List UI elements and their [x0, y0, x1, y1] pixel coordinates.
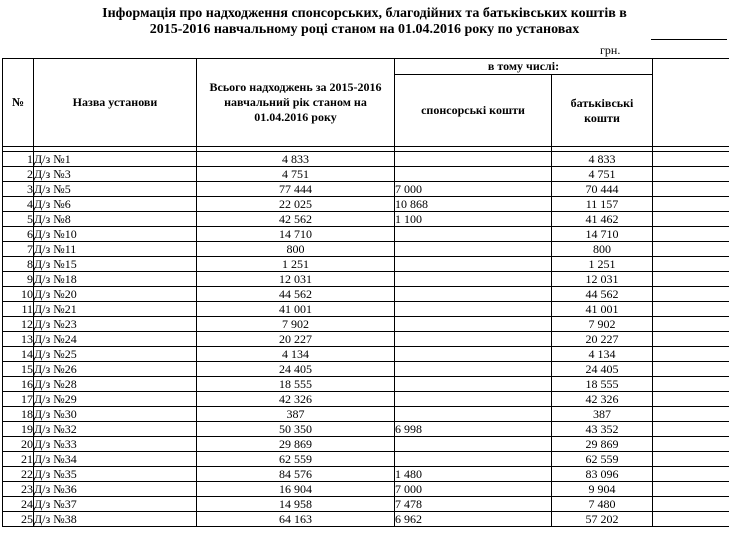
header-total: Всього надходжень за 2015-2016 навчальний рік станом на 01.04.2016 року: [197, 59, 395, 147]
row-number: 3: [3, 182, 34, 197]
total-amount: 18 555: [197, 377, 395, 392]
header-parents: батьківські кошти: [552, 75, 653, 147]
currency-unit: грн.: [600, 43, 621, 57]
total-amount: 77 444: [197, 182, 395, 197]
institution-name: Д/з №38: [34, 512, 197, 527]
table-row: [3, 362, 729, 377]
parents-amount: 42 326: [552, 392, 653, 407]
institution-name: Д/з №3: [34, 167, 197, 182]
parents-amount: 4 751: [552, 167, 653, 182]
total-amount: 50 350: [197, 422, 395, 437]
parents-amount: 387: [552, 407, 653, 422]
extra-cell: [653, 182, 729, 197]
extra-cell: [653, 242, 729, 257]
table-row: [3, 242, 729, 257]
funding-table: [2, 58, 729, 527]
parents-amount: 24 405: [552, 362, 653, 377]
extra-cell: [653, 482, 729, 497]
row-number: 15: [3, 362, 34, 377]
title-underline: [651, 39, 727, 40]
parents-amount: 43 352: [552, 422, 653, 437]
institution-name: Д/з №20: [34, 287, 197, 302]
total-amount: 44 562: [197, 287, 395, 302]
row-number: 9: [3, 272, 34, 287]
total-amount: 22 025: [197, 197, 395, 212]
sponsor-amount: 10 868: [395, 197, 552, 212]
institution-name: Д/з №18: [34, 272, 197, 287]
institution-name: Д/з №35: [34, 467, 197, 482]
total-amount: 1 251: [197, 257, 395, 272]
extra-cell: [653, 407, 729, 422]
institution-name: Д/з №37: [34, 497, 197, 512]
institution-name: Д/з №29: [34, 392, 197, 407]
institution-name: Д/з №11: [34, 242, 197, 257]
sponsor-amount: [395, 167, 552, 182]
table-row: [3, 407, 729, 422]
institution-name: Д/з №34: [34, 452, 197, 467]
row-number: 10: [3, 287, 34, 302]
table-row: [3, 182, 729, 197]
institution-name: Д/з №23: [34, 317, 197, 332]
extra-cell: [653, 257, 729, 272]
table-row: [3, 152, 729, 167]
sponsor-amount: [395, 347, 552, 362]
sponsor-amount: 6 962: [395, 512, 552, 527]
sponsor-amount: [395, 302, 552, 317]
total-amount: 7 902: [197, 317, 395, 332]
row-number: 8: [3, 257, 34, 272]
header-name: Назва установи: [34, 59, 197, 147]
table-row: [3, 512, 729, 527]
extra-cell: [653, 272, 729, 287]
total-amount: 41 001: [197, 302, 395, 317]
total-amount: 42 326: [197, 392, 395, 407]
row-number: 19: [3, 422, 34, 437]
institution-name: Д/з №15: [34, 257, 197, 272]
institution-name: Д/з №36: [34, 482, 197, 497]
total-amount: 29 869: [197, 437, 395, 452]
parents-amount: 83 096: [552, 467, 653, 482]
row-number: 21: [3, 452, 34, 467]
parents-amount: 7 902: [552, 317, 653, 332]
parents-amount: 41 462: [552, 212, 653, 227]
sponsor-amount: 7 478: [395, 497, 552, 512]
sponsor-amount: 7 000: [395, 482, 552, 497]
total-amount: 16 904: [197, 482, 395, 497]
institution-name: Д/з №5: [34, 182, 197, 197]
row-number: 1: [3, 152, 34, 167]
row-number: 11: [3, 302, 34, 317]
table-row: [3, 257, 729, 272]
row-number: 17: [3, 392, 34, 407]
parents-amount: 29 869: [552, 437, 653, 452]
total-amount: 24 405: [197, 362, 395, 377]
total-amount: 14 710: [197, 227, 395, 242]
parents-amount: 11 157: [552, 197, 653, 212]
title-line-1: Інформація про надходження спонсорських, благодійних та батьківських коштів в: [102, 6, 627, 21]
row-number: 4: [3, 197, 34, 212]
sponsor-amount: 1 480: [395, 467, 552, 482]
extra-cell: [653, 152, 729, 167]
total-amount: 4 134: [197, 347, 395, 362]
extra-cell: [653, 422, 729, 437]
institution-name: Д/з №26: [34, 362, 197, 377]
sponsor-amount: [395, 257, 552, 272]
sponsor-amount: [395, 242, 552, 257]
row-number: 18: [3, 407, 34, 422]
extra-cell: [653, 362, 729, 377]
table-row: [3, 287, 729, 302]
table-row: [3, 392, 729, 407]
total-amount: 64 163: [197, 512, 395, 527]
sponsor-amount: [395, 272, 552, 287]
row-number: 12: [3, 317, 34, 332]
header-extra-column: [653, 59, 729, 147]
header-number: №: [3, 59, 34, 147]
institution-name: Д/з №28: [34, 377, 197, 392]
row-number: 2: [3, 167, 34, 182]
table-row: [3, 422, 729, 437]
sponsor-amount: [395, 362, 552, 377]
sponsor-amount: [395, 452, 552, 467]
institution-name: Д/з №8: [34, 212, 197, 227]
extra-cell: [653, 227, 729, 242]
sponsor-amount: [395, 227, 552, 242]
table-body: [3, 152, 729, 527]
extra-cell: [653, 467, 729, 482]
extra-cell: [653, 302, 729, 317]
row-number: 16: [3, 377, 34, 392]
row-number: 5: [3, 212, 34, 227]
table-row: [3, 347, 729, 362]
table-row: [3, 212, 729, 227]
sponsor-amount: [395, 287, 552, 302]
row-number: 14: [3, 347, 34, 362]
total-amount: 62 559: [197, 452, 395, 467]
extra-cell: [653, 167, 729, 182]
total-amount: 84 576: [197, 467, 395, 482]
table-row: [3, 272, 729, 287]
sponsor-amount: [395, 317, 552, 332]
institution-name: Д/з №32: [34, 422, 197, 437]
institution-name: Д/з №6: [34, 197, 197, 212]
row-number: 6: [3, 227, 34, 242]
institution-name: Д/з №1: [34, 152, 197, 167]
sponsor-amount: [395, 152, 552, 167]
parents-amount: 41 001: [552, 302, 653, 317]
sponsor-amount: [395, 437, 552, 452]
extra-cell: [653, 437, 729, 452]
extra-cell: [653, 347, 729, 362]
sponsor-amount: [395, 392, 552, 407]
institution-name: Д/з №24: [34, 332, 197, 347]
parents-amount: 70 444: [552, 182, 653, 197]
parents-amount: 7 480: [552, 497, 653, 512]
parents-amount: 44 562: [552, 287, 653, 302]
row-number: 7: [3, 242, 34, 257]
sponsor-amount: [395, 377, 552, 392]
extra-cell: [653, 212, 729, 227]
parents-amount: 800: [552, 242, 653, 257]
table-row: [3, 332, 729, 347]
extra-cell: [653, 392, 729, 407]
sponsor-amount: [395, 332, 552, 347]
institution-name: Д/з №21: [34, 302, 197, 317]
header-sponsor: спонсорські кошти: [395, 75, 552, 147]
parents-amount: 12 031: [552, 272, 653, 287]
row-number: 24: [3, 497, 34, 512]
total-amount: 800: [197, 242, 395, 257]
table-row: [3, 497, 729, 512]
parents-amount: 9 904: [552, 482, 653, 497]
extra-cell: [653, 497, 729, 512]
total-amount: 4 751: [197, 167, 395, 182]
sponsor-amount: 6 998: [395, 422, 552, 437]
institution-name: Д/з №10: [34, 227, 197, 242]
table-row: [3, 377, 729, 392]
table-row: [3, 467, 729, 482]
institution-name: Д/з №30: [34, 407, 197, 422]
total-amount: 14 958: [197, 497, 395, 512]
parents-amount: 18 555: [552, 377, 653, 392]
parents-amount: 4 833: [552, 152, 653, 167]
institution-name: Д/з №33: [34, 437, 197, 452]
total-amount: 387: [197, 407, 395, 422]
header-including: в тому числі:: [395, 59, 653, 75]
extra-cell: [653, 377, 729, 392]
parents-amount: 57 202: [552, 512, 653, 527]
total-amount: 42 562: [197, 212, 395, 227]
extra-cell: [653, 512, 729, 527]
row-number: 22: [3, 467, 34, 482]
extra-cell: [653, 452, 729, 467]
title-line-2: 2015-2016 навчальному році станом на 01.04.2016 року по установах: [149, 22, 580, 37]
extra-cell: [653, 317, 729, 332]
document-title: [0, 6, 729, 38]
sponsor-amount: 7 000: [395, 182, 552, 197]
extra-cell: [653, 197, 729, 212]
sponsor-amount: [395, 407, 552, 422]
row-number: 20: [3, 437, 34, 452]
table-row: [3, 452, 729, 467]
row-number: 13: [3, 332, 34, 347]
row-number: 23: [3, 482, 34, 497]
table-row: [3, 317, 729, 332]
table-row: [3, 482, 729, 497]
total-amount: 12 031: [197, 272, 395, 287]
row-number: 25: [3, 512, 34, 527]
parents-amount: 62 559: [552, 452, 653, 467]
total-amount: 20 227: [197, 332, 395, 347]
parents-amount: 20 227: [552, 332, 653, 347]
table-row: [3, 167, 729, 182]
table-row: [3, 227, 729, 242]
table-row: [3, 437, 729, 452]
parents-amount: 1 251: [552, 257, 653, 272]
total-amount: 4 833: [197, 152, 395, 167]
sponsor-amount: 1 100: [395, 212, 552, 227]
table-row: [3, 302, 729, 317]
parents-amount: 14 710: [552, 227, 653, 242]
extra-cell: [653, 332, 729, 347]
table-row: [3, 197, 729, 212]
institution-name: Д/з №25: [34, 347, 197, 362]
parents-amount: 4 134: [552, 347, 653, 362]
extra-cell: [653, 287, 729, 302]
